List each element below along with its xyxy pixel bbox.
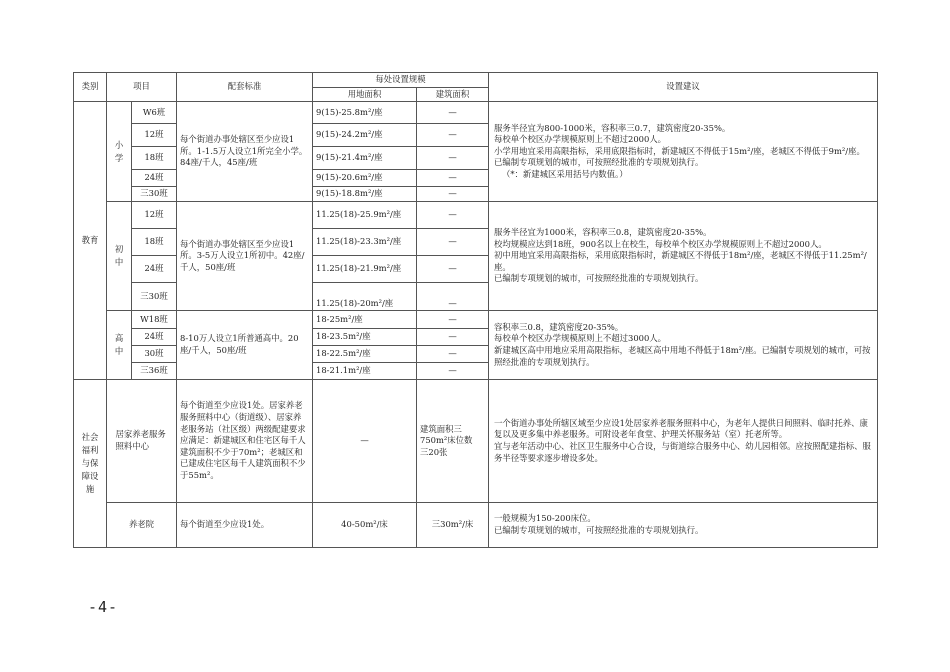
advice-line: 服务半径宜为800-1000米，容积率三0.7，建筑密度20-35%。 xyxy=(494,122,731,133)
building-cell: — xyxy=(417,346,489,363)
building-care-center: 建筑面积三750m²床位数三20张 xyxy=(420,423,473,457)
category-welfare xyxy=(74,380,107,548)
size-cell: 12班 xyxy=(132,124,177,147)
item-junior xyxy=(107,202,132,311)
land-cell: 9(15)-24.2m²/座 xyxy=(313,124,417,147)
size-cell: 三30班 xyxy=(132,283,177,311)
advice-line: 每校单个校区办学规模原则上不超过2000人。 xyxy=(494,134,667,145)
header-scale: 每处设置规模 xyxy=(313,73,489,88)
table-row xyxy=(74,102,878,124)
size-cell: 三36班 xyxy=(132,363,177,380)
size-cell: 30班 xyxy=(132,346,177,363)
item-primary xyxy=(107,102,132,202)
advice-line: 已编制专项规划的城市，可按照经批准的专项规划执行。 xyxy=(494,157,704,168)
size-cell: W18班 xyxy=(132,311,177,329)
building-cell: 三30m²/床 xyxy=(417,503,489,548)
advice-senior xyxy=(489,311,878,380)
advice-line: 一般规模为150-200床位。 xyxy=(494,513,596,524)
advice-line: 一个街道办事处所辖区域至少应设1处居家养老服务照料中心，为老年人提供日间照料、临时托养、康复以及更多集中养老服务。可附设老年食堂、护理关怀服务站（室）托老所等。 xyxy=(494,417,868,440)
land-cell: 9(15)-18.8m²/座 xyxy=(313,187,417,202)
size-cell: 18班 xyxy=(132,147,177,170)
standard-senior: 8-10万人设立1所普通高中。20座/千人，50座/班 xyxy=(177,311,313,380)
land-cell: 11.25(18)-20m²/座 xyxy=(313,283,417,311)
item-primary-label: 小学 xyxy=(114,139,124,163)
header-advice: 设置建议 xyxy=(489,73,878,102)
table-row xyxy=(74,503,878,548)
land-cell: 11.25(18)-21.9m²/座 xyxy=(313,256,417,283)
land-cell: 11.25(18)-25.9m²/座 xyxy=(313,202,417,229)
advice-line: 新建城区高中用地应采用高限指标，老城区高中用地不得低于18m²/座。已编制专项规划的城市，可按照经批准的专项规划执行。 xyxy=(494,345,871,367)
item-care-center xyxy=(107,380,177,503)
building-cell: — xyxy=(417,256,489,283)
land-cell: 18-25m²/座 xyxy=(313,311,417,329)
advice-line: 初中用地宜采用高限指标，采用底限指标时，新建城区不得低于18m²/座，老城区不得低于11.25m²/座。 xyxy=(494,250,867,272)
standard-care-center: 每个街道至少应设1处。居家养老服务照料中心（街道级）、居家养老服务站（社区级）两级配建要求应满足：新建城区和住宅区每千人建筑面积不少于70m²；老城区和已建成住宅区每千人建筑面积不少于55m²。 xyxy=(177,380,313,503)
land-cell: 9(15)-20.6m²/座 xyxy=(313,170,417,187)
land-cell: 9(15)-21.4m²/座 xyxy=(313,147,417,170)
building-cell: — xyxy=(417,283,489,311)
building-cell: — xyxy=(417,311,489,329)
category-education: 教育 xyxy=(74,102,107,380)
building-cell: — xyxy=(417,202,489,229)
building-cell: — xyxy=(417,124,489,147)
standard-junior: 每个街道办事处辖区至少应设1所。3-5万人设立1所初中。42座/千人，50座/班 xyxy=(177,202,313,311)
size-cell: W6班 xyxy=(132,102,177,124)
advice-nursing-home xyxy=(489,503,878,548)
advice-line: 服务半径宜为1000米，容积率三0.8，建筑密度20-35%。 xyxy=(494,227,712,238)
advice-line: 小学用地宜采用高限指标，采用底限指标时，新建城区不得低于15m²/座，老城区不得低于9m²/座。 xyxy=(494,145,865,156)
item-nursing-home: 养老院 xyxy=(107,503,177,548)
size-cell: 18班 xyxy=(132,229,177,256)
header-standard: 配套标准 xyxy=(177,73,313,102)
land-cell: — xyxy=(313,380,417,503)
header-item: 项目 xyxy=(107,73,177,102)
standards-table xyxy=(73,72,878,548)
land-cell: 9(15)-25.8m²/座 xyxy=(313,102,417,124)
land-cell: 11.25(18)-23.3m²/座 xyxy=(313,229,417,256)
size-cell: 24班 xyxy=(132,256,177,283)
building-cell: — xyxy=(417,147,489,170)
land-cell: 18-21.1m²/座 xyxy=(313,363,417,380)
building-cell: — xyxy=(417,187,489,202)
size-cell: 24班 xyxy=(132,170,177,187)
size-cell: 12班 xyxy=(132,202,177,229)
header-category: 类别 xyxy=(74,73,107,102)
standard-primary: 每个街道办事处辖区至少应设1所。1-1.5万人设立1所完全小学。84座/千人，45座/班 xyxy=(177,102,313,202)
header-land-area: 用地面积 xyxy=(313,88,417,102)
building-cell: — xyxy=(417,329,489,346)
item-senior xyxy=(107,311,132,380)
header-building-area: 建筑面积 xyxy=(417,88,489,102)
table-row xyxy=(74,311,878,329)
advice-line: （*：新建城区采用括号内数值。） xyxy=(502,168,628,179)
table-row xyxy=(74,380,878,503)
building-cell xyxy=(417,380,489,503)
building-cell: — xyxy=(417,229,489,256)
size-cell: 三30班 xyxy=(132,187,177,202)
advice-line: 每校单个校区办学规模原则上不超过3000人。 xyxy=(494,333,667,344)
header-row xyxy=(74,73,878,88)
advice-primary xyxy=(489,102,878,202)
advice-line: 宜与老年活动中心、社区卫生服务中心合设，与街道综合服务中心、幼儿园相邻。应按照配建指标、服务半径等要求逐步增设多处。 xyxy=(494,441,871,463)
table-row xyxy=(74,202,878,229)
category-welfare-label: 社会福利与保障设施 xyxy=(81,432,99,494)
size-cell: 24班 xyxy=(132,329,177,346)
land-cell: 40-50m²/床 xyxy=(313,503,417,548)
advice-line: 校均规模应达到18班，900名以上在校生，每校单个校区办学规模原则上不超过2000人。 xyxy=(494,238,827,249)
advice-line: 容积率三0.8，建筑密度20-35%。 xyxy=(494,321,624,332)
page-number: -4- xyxy=(88,598,119,616)
item-care-center-label: 居家养老服务照料中心 xyxy=(115,429,166,451)
building-cell: — xyxy=(417,102,489,124)
item-senior-label: 高中 xyxy=(114,333,124,356)
building-cell: — xyxy=(417,363,489,380)
advice-line: 已编制专项规划的城市，可按照经批准的专项规划执行。 xyxy=(494,273,704,284)
advice-line: 已编制专项规划的城市，可按照经批准的专项规划执行。 xyxy=(494,525,704,535)
advice-junior xyxy=(489,202,878,311)
advice-care-center xyxy=(489,380,878,503)
item-junior-label: 初中 xyxy=(114,244,124,267)
building-cell: — xyxy=(417,170,489,187)
land-cell: 18-22.5m²/座 xyxy=(313,346,417,363)
land-cell: 18-23.5m²/座 xyxy=(313,329,417,346)
standard-nursing-home: 每个街道至少应设1处。 xyxy=(177,503,313,548)
